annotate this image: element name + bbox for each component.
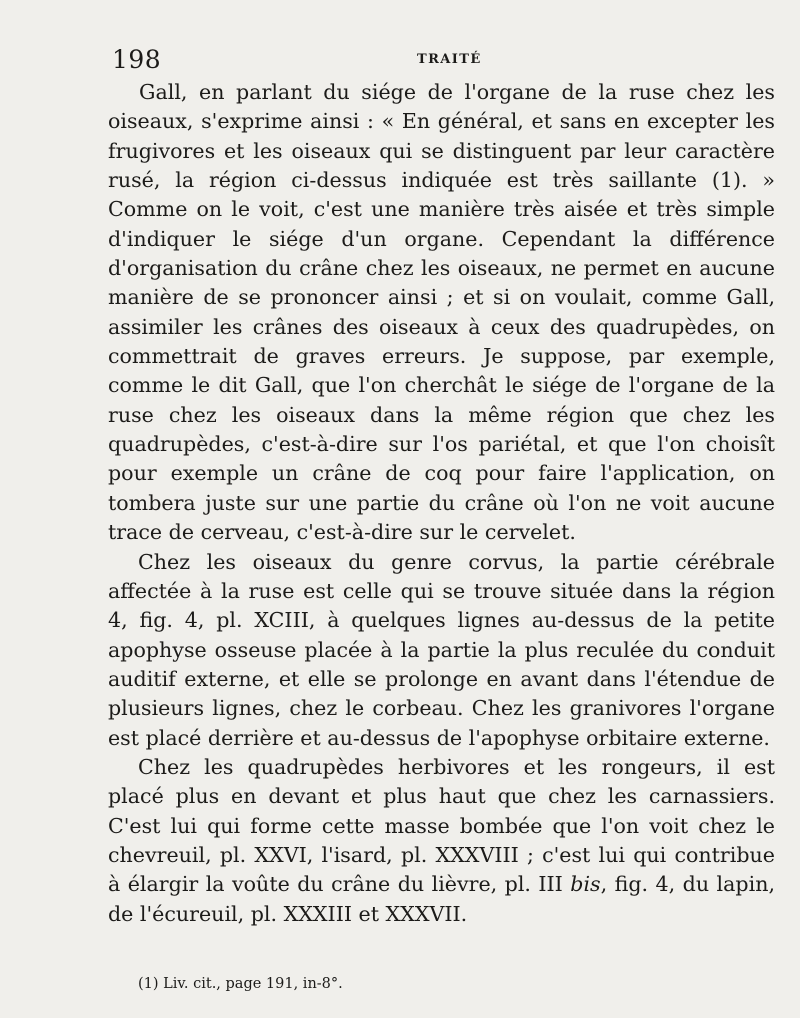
paragraph-3-text-b: , fig. 4, du lapin, de l'écureuil, pl. XXXIII et XXXVII. (108, 872, 776, 926)
page-header (112, 45, 762, 75)
footnote: (1) Liv. cit., page 191, in-8°. (138, 976, 343, 992)
paragraph-3-italic: bis (570, 872, 601, 897)
page-number: 198 (112, 45, 162, 74)
paragraph-2: Chez les oiseaux du genre corvus, la partie cérébrale affectée à la ruse est celle qui se trouve située dans la région 4, fig. 4, pl. XCIII, à quelques lignes au-dessus de la petite apophyse osseuse placée à la partie la plus reculée du conduit auditif externe, et elle se prolonge en avant dans l'étendue de plusieurs lignes, chez le corbeau. Chez les granivores l'organe est placé derrière et au-dessus de l'apophyse orbitaire externe. (108, 549, 775, 750)
paragraph-3-text-a: Chez les quadrupèdes herbivores et les rongeurs, il est placé plus en devant et plus haut que chez les carnassiers. C'est lui qui forme cette masse bombée que l'on voit chez le chevreuil, pl. XXVI, l'isard, pl. XXXVIII ; c'est lui qui contribue à élargir la voûte du crâne du lièvre, pl. III (108, 754, 775, 897)
running-head: TRAITÉ (417, 52, 482, 67)
paragraph-3 (108, 753, 775, 929)
paragraph-1: Gall, en parlant du siége de l'organe de la ruse chez les oiseaux, s'exprime ainsi : « En général, et sans en excepter les frugivores et les oiseaux qui se distinguent par leur caractère rusé, la région ci-dessus indiquée est très saillante (1). » Comme on le voit, c'est une manière très aisée et très simple d'indiquer le siége d'un organe. Cependant la différence d'organisation du crâne chez les oiseaux, ne permet en aucune manière de se prononcer ainsi ; et si on voulait, comme Gall, assimiler les crânes des oiseaux à ceux des quadrupèdes, on commettrait de graves erreurs. Je suppose, par exemple, comme le dit Gall, que l'on cherchât le siége de l'organe de la ruse chez les oiseaux dans la même région que chez les quadrupèdes, c'est-à-dire sur l'os pariétal, et que l'on choisît pour exemple un crâne de coq pour faire l'application, on tombera juste sur une partie du crâne où l'on ne voit aucune trace de cerveau, c'est-à-dire sur le cervelet. (108, 80, 775, 545)
body-text (108, 78, 775, 929)
